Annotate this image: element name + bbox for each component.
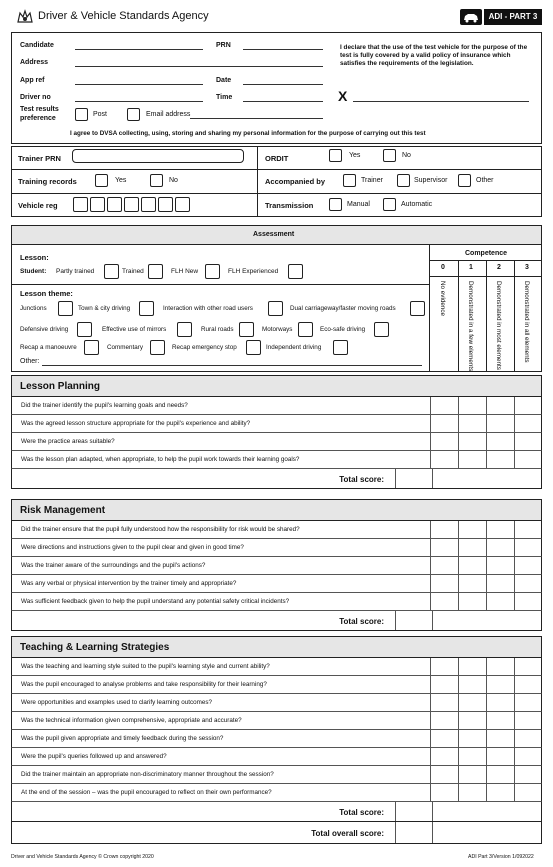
total-score-label: Total score: xyxy=(339,617,384,626)
training-records-yes-label: Yes xyxy=(115,177,127,184)
date-label: Date xyxy=(216,77,232,84)
lesson-theme-label: Dual carriageway/faster moving roads xyxy=(290,305,396,312)
score-cell[interactable] xyxy=(430,415,458,432)
vehicle-reg-char-box[interactable] xyxy=(90,197,105,212)
lesson-divider xyxy=(11,284,430,285)
score-cell[interactable] xyxy=(514,557,542,574)
lesson-theme-label: Interaction with other road users xyxy=(163,305,253,312)
lesson-theme-label: Defensive driving xyxy=(20,326,69,333)
lesson-theme-checkbox[interactable] xyxy=(58,301,73,316)
score-cell[interactable] xyxy=(430,748,458,765)
score-cell[interactable] xyxy=(430,766,458,783)
total-score-label: Total score: xyxy=(339,475,384,484)
question-text: Was any verbal or physical intervention by the trainer timely and appropriate? xyxy=(21,580,237,587)
competence-col-divider xyxy=(486,260,487,372)
score-cell[interactable] xyxy=(514,433,542,450)
student-option-label: FLH Experienced xyxy=(228,268,279,275)
lesson-theme-label: Recap emergency stop xyxy=(172,344,237,351)
question-text: Was the pupil encouraged to analyse problems and take responsibility for their learning? xyxy=(21,681,267,688)
lesson-theme-checkbox[interactable] xyxy=(139,301,154,316)
accompanied-trainer-checkbox[interactable] xyxy=(343,174,356,187)
student-option-label: FLH New xyxy=(171,268,199,275)
trainer-divider xyxy=(11,193,542,194)
score-cell[interactable] xyxy=(486,766,514,783)
score-cell[interactable] xyxy=(430,676,458,693)
lesson-theme-label: Commentary xyxy=(107,344,144,351)
transmission-automatic-checkbox[interactable] xyxy=(383,198,396,211)
question-row xyxy=(11,451,542,469)
question-text: Did the trainer ensure that the pupil fully understood how the responsibility for risk would be shared? xyxy=(21,526,300,533)
assessment-title: Assessment xyxy=(253,231,295,238)
ordit-yes-label: Yes xyxy=(349,152,361,159)
score-cell[interactable] xyxy=(514,415,542,432)
footer-right: ADI Part 3/Version 1/092022 xyxy=(468,854,534,860)
lesson-theme-label: Town & city driving xyxy=(78,305,131,312)
total-score-field[interactable] xyxy=(395,802,433,821)
score-cell[interactable] xyxy=(514,397,542,414)
lesson-theme-label: Lesson theme: xyxy=(20,289,73,298)
score-cell[interactable] xyxy=(458,521,486,538)
competence-divider xyxy=(429,245,430,372)
declaration-text: I declare that the use of the test vehicle for the purpose of the test is fully covered by a valid policy of insurance which satisfies the requirements of the legislation. xyxy=(340,44,528,67)
consent-text: I agree to DVSA collecting, using, storing and sharing my personal information for the purpose of carrying out this test xyxy=(70,130,426,137)
trainer-divider xyxy=(257,146,258,217)
competence-number: 3 xyxy=(525,264,529,271)
vehicle-reg-char-box[interactable] xyxy=(141,197,156,212)
question-text: Did the trainer maintain an appropriate non-discriminatory manner throughout the session? xyxy=(21,771,274,778)
score-cell[interactable] xyxy=(514,451,542,468)
student-option-checkbox[interactable] xyxy=(205,264,220,279)
overall-score-field[interactable] xyxy=(395,822,433,843)
score-cell[interactable] xyxy=(514,712,542,729)
student-option-label: Trained xyxy=(122,268,144,275)
competence-description: Demonstrated in all elements xyxy=(523,281,530,363)
accompanied-other-label: Other xyxy=(476,177,494,184)
address-label: Address xyxy=(20,59,49,66)
lesson-theme-checkbox[interactable] xyxy=(268,301,283,316)
score-cell[interactable] xyxy=(458,748,486,765)
score-cell[interactable] xyxy=(486,748,514,765)
training-records-yes-checkbox[interactable] xyxy=(95,174,108,187)
post-checkbox[interactable] xyxy=(75,108,88,121)
score-cell[interactable] xyxy=(430,730,458,747)
question-text: Was the lesson plan adapted, when appropriate, to help the pupil work towards their learning goals? xyxy=(21,456,300,463)
training-records-no-label: No xyxy=(169,177,178,184)
competence-description: Demonstrated in most elements xyxy=(495,281,502,370)
score-cell[interactable] xyxy=(514,593,542,610)
ordit-label: ORDIT xyxy=(265,154,289,163)
transmission-label: Transmission xyxy=(265,201,314,210)
signature-field[interactable] xyxy=(353,101,529,102)
candidate-label: Candidate xyxy=(20,42,54,49)
score-cell[interactable] xyxy=(514,766,542,783)
trainer-divider xyxy=(11,169,542,170)
total-score-row xyxy=(11,469,542,489)
score-cell[interactable] xyxy=(514,521,542,538)
email-label: Email address xyxy=(146,111,191,118)
lesson-theme-checkbox[interactable] xyxy=(77,322,92,337)
other-field[interactable] xyxy=(42,365,422,366)
score-cell[interactable] xyxy=(458,557,486,574)
address-field[interactable] xyxy=(75,66,323,67)
prn-field[interactable] xyxy=(243,49,323,50)
question-row xyxy=(11,557,542,575)
competence-number: 0 xyxy=(441,264,445,271)
time-label: Time xyxy=(216,94,233,101)
question-text: Was the pupil given appropriate and timely feedback during the session? xyxy=(21,735,224,742)
transmission-automatic-label: Automatic xyxy=(401,201,433,208)
competence-description: No evidence xyxy=(439,281,446,317)
question-row xyxy=(11,415,542,433)
score-cell[interactable] xyxy=(458,784,486,801)
email-field[interactable] xyxy=(190,118,323,119)
score-cell[interactable] xyxy=(430,575,458,592)
question-row xyxy=(11,397,542,415)
overall-score-label: Total overall score: xyxy=(311,829,384,838)
question-row xyxy=(11,676,542,694)
score-cell[interactable] xyxy=(430,712,458,729)
crest-icon xyxy=(16,8,34,25)
question-row xyxy=(11,730,542,748)
time-field[interactable] xyxy=(243,101,323,102)
lesson-theme-checkbox[interactable] xyxy=(177,322,192,337)
lesson-theme-checkbox[interactable] xyxy=(410,301,425,316)
score-cell[interactable] xyxy=(430,557,458,574)
trainer-prn-field[interactable] xyxy=(72,149,244,163)
question-text: Was sufficient feedback given to help the pupil understand any potential safety critical incidents? xyxy=(21,598,290,605)
question-text: At the end of the session – was the pupil encouraged to reflect on their own performance? xyxy=(21,789,272,796)
score-cell[interactable] xyxy=(458,397,486,414)
question-text: Was the agreed lesson structure appropriate for the pupil's experience and ability? xyxy=(21,420,251,427)
vehicle-reg-char-box[interactable] xyxy=(158,197,173,212)
signature-mark: X xyxy=(338,88,348,104)
score-cell[interactable] xyxy=(486,415,514,432)
score-cell[interactable] xyxy=(514,658,542,675)
question-text: Were the pupil's queries followed up and answered? xyxy=(21,753,167,760)
lesson-theme-label: Effective use of mirrors xyxy=(102,326,167,333)
score-cell[interactable] xyxy=(486,676,514,693)
competence-col-divider xyxy=(458,260,459,372)
vehicle-reg-char-box[interactable] xyxy=(124,197,139,212)
question-text: Were directions and instructions given to the pupil clear and given in good time? xyxy=(21,544,244,551)
question-row xyxy=(11,433,542,451)
score-cell[interactable] xyxy=(486,694,514,711)
agency-name: Driver & Vehicle Standards Agency xyxy=(38,10,209,22)
score-cell[interactable] xyxy=(486,658,514,675)
accompanied-other-checkbox[interactable] xyxy=(458,174,471,187)
score-cell[interactable] xyxy=(458,539,486,556)
lesson-theme-label: Eco-safe driving xyxy=(320,326,366,333)
lesson-theme-checkbox[interactable] xyxy=(239,322,254,337)
total-score-field[interactable] xyxy=(395,469,433,488)
score-cell[interactable] xyxy=(486,730,514,747)
score-cell[interactable] xyxy=(458,712,486,729)
lesson-theme-label: Recap a manoeuvre xyxy=(20,344,77,351)
score-cell[interactable] xyxy=(458,415,486,432)
score-cell[interactable] xyxy=(486,521,514,538)
score-cell[interactable] xyxy=(458,575,486,592)
driver-no-label: Driver no xyxy=(20,94,51,101)
question-text: Was the technical information given comprehensive, appropriate and accurate? xyxy=(21,717,242,724)
score-cell[interactable] xyxy=(430,784,458,801)
question-row xyxy=(11,712,542,730)
lesson-theme-checkbox[interactable] xyxy=(150,340,165,355)
car-icon xyxy=(460,9,482,25)
score-cell[interactable] xyxy=(430,451,458,468)
student-option-checkbox[interactable] xyxy=(148,264,163,279)
prn-label: PRN xyxy=(216,42,231,49)
score-cell[interactable] xyxy=(430,658,458,675)
vehicle-reg-char-box[interactable] xyxy=(107,197,122,212)
question-text: Was the trainer aware of the surroundings and the pupil's actions? xyxy=(21,562,206,569)
student-option-checkbox[interactable] xyxy=(288,264,303,279)
total-score-field[interactable] xyxy=(395,611,433,630)
score-cell[interactable] xyxy=(458,766,486,783)
lesson-label: Lesson: xyxy=(20,253,49,262)
training-records-label: Training records xyxy=(18,177,77,186)
score-cell[interactable] xyxy=(514,676,542,693)
part-badge: ADI - PART 3 xyxy=(484,9,542,25)
preference-label: preference xyxy=(20,115,56,122)
accompanied-by-label: Accompanied by xyxy=(265,177,326,186)
score-cell[interactable] xyxy=(514,575,542,592)
score-cell[interactable] xyxy=(486,397,514,414)
score-cell[interactable] xyxy=(486,575,514,592)
score-cell[interactable] xyxy=(458,694,486,711)
app-ref-label: App ref xyxy=(20,77,45,84)
question-text: Was the teaching and learning style suited to the pupil's learning style and current ability? xyxy=(21,663,270,670)
score-cell[interactable] xyxy=(430,521,458,538)
lesson-theme-checkbox[interactable] xyxy=(374,322,389,337)
score-cell[interactable] xyxy=(514,730,542,747)
question-text: Were the practice areas suitable? xyxy=(21,438,115,445)
question-text: Did the trainer identify the pupil's learning goals and needs? xyxy=(21,402,188,409)
question-row xyxy=(11,766,542,784)
lesson-theme-checkbox[interactable] xyxy=(298,322,313,337)
lesson-theme-label: Rural roads xyxy=(201,326,234,333)
score-cell[interactable] xyxy=(458,593,486,610)
score-cell[interactable] xyxy=(514,694,542,711)
ordit-no-checkbox[interactable] xyxy=(383,149,396,162)
score-cell[interactable] xyxy=(514,784,542,801)
vehicle-reg-char-box[interactable] xyxy=(73,197,88,212)
score-cell[interactable] xyxy=(458,433,486,450)
score-cell[interactable] xyxy=(430,397,458,414)
lesson-theme-checkbox[interactable] xyxy=(84,340,99,355)
score-cell[interactable] xyxy=(486,593,514,610)
candidate-field[interactable] xyxy=(75,49,203,50)
competence-label: Competence xyxy=(465,250,508,257)
score-cell[interactable] xyxy=(458,676,486,693)
transmission-manual-checkbox[interactable] xyxy=(329,198,342,211)
competence-description: Demonstrated in a few elements xyxy=(467,281,474,372)
question-row xyxy=(11,575,542,593)
date-field[interactable] xyxy=(243,84,323,85)
score-cell[interactable] xyxy=(430,539,458,556)
score-cell[interactable] xyxy=(430,694,458,711)
score-cell[interactable] xyxy=(430,433,458,450)
question-row xyxy=(11,748,542,766)
total-score-label: Total score: xyxy=(339,808,384,817)
question-row xyxy=(11,784,542,802)
lesson-theme-label: Independent driving xyxy=(266,344,322,351)
score-cell[interactable] xyxy=(486,451,514,468)
email-checkbox[interactable] xyxy=(127,108,140,121)
score-cell[interactable] xyxy=(486,712,514,729)
question-row xyxy=(11,694,542,712)
post-label: Post xyxy=(93,111,108,118)
question-row xyxy=(11,593,542,611)
teaching-strategies-header: Teaching & Learning Strategies xyxy=(11,636,542,658)
overall-score-row xyxy=(11,822,542,844)
question-row xyxy=(11,539,542,557)
score-cell[interactable] xyxy=(486,433,514,450)
vehicle-reg-label: Vehicle reg xyxy=(18,201,58,210)
accompanied-supervisor-label: Supervisor xyxy=(414,177,448,184)
trainer-prn-label: Trainer PRN xyxy=(18,154,61,163)
question-row xyxy=(11,521,542,539)
vehicle-reg-char-box[interactable] xyxy=(175,197,190,212)
lesson-planning-header: Lesson Planning xyxy=(11,375,542,397)
score-cell[interactable] xyxy=(458,658,486,675)
driver-no-field[interactable] xyxy=(75,101,203,102)
accompanied-trainer-label: Trainer xyxy=(361,177,383,184)
transmission-manual-label: Manual xyxy=(347,201,370,208)
lesson-theme-checkbox[interactable] xyxy=(333,340,348,355)
other-label: Other: xyxy=(20,358,40,365)
ordit-yes-checkbox[interactable] xyxy=(329,149,342,162)
footer-left: Driver and Vehicle Standards Agency © Crown copyright 2020 xyxy=(11,854,154,860)
training-records-no-checkbox[interactable] xyxy=(150,174,163,187)
student-option-label: Partly trained xyxy=(56,268,95,275)
total-score-row xyxy=(11,611,542,631)
competence-col-divider xyxy=(514,260,515,372)
score-cell[interactable] xyxy=(514,748,542,765)
competence-number: 1 xyxy=(469,264,473,271)
lesson-theme-label: Junctions xyxy=(20,305,47,312)
score-cell[interactable] xyxy=(514,539,542,556)
score-cell[interactable] xyxy=(430,593,458,610)
lesson-theme-checkbox[interactable] xyxy=(246,340,261,355)
ordit-no-label: No xyxy=(402,152,411,159)
student-label: Student: xyxy=(20,268,47,275)
app-ref-field[interactable] xyxy=(75,84,203,85)
accompanied-supervisor-checkbox[interactable] xyxy=(397,174,410,187)
score-cell[interactable] xyxy=(486,557,514,574)
total-score-row xyxy=(11,802,542,822)
score-cell[interactable] xyxy=(458,730,486,747)
competence-number: 2 xyxy=(497,264,501,271)
score-cell[interactable] xyxy=(486,539,514,556)
test-results-label: Test results xyxy=(20,106,59,113)
question-row xyxy=(11,658,542,676)
score-cell[interactable] xyxy=(486,784,514,801)
score-cell[interactable] xyxy=(458,451,486,468)
lesson-theme-label: Motorways xyxy=(262,326,293,333)
risk-management-header: Risk Management xyxy=(11,499,542,521)
student-option-checkbox[interactable] xyxy=(104,264,119,279)
question-text: Were opportunities and examples used to clarify learning outcomes? xyxy=(21,699,212,706)
